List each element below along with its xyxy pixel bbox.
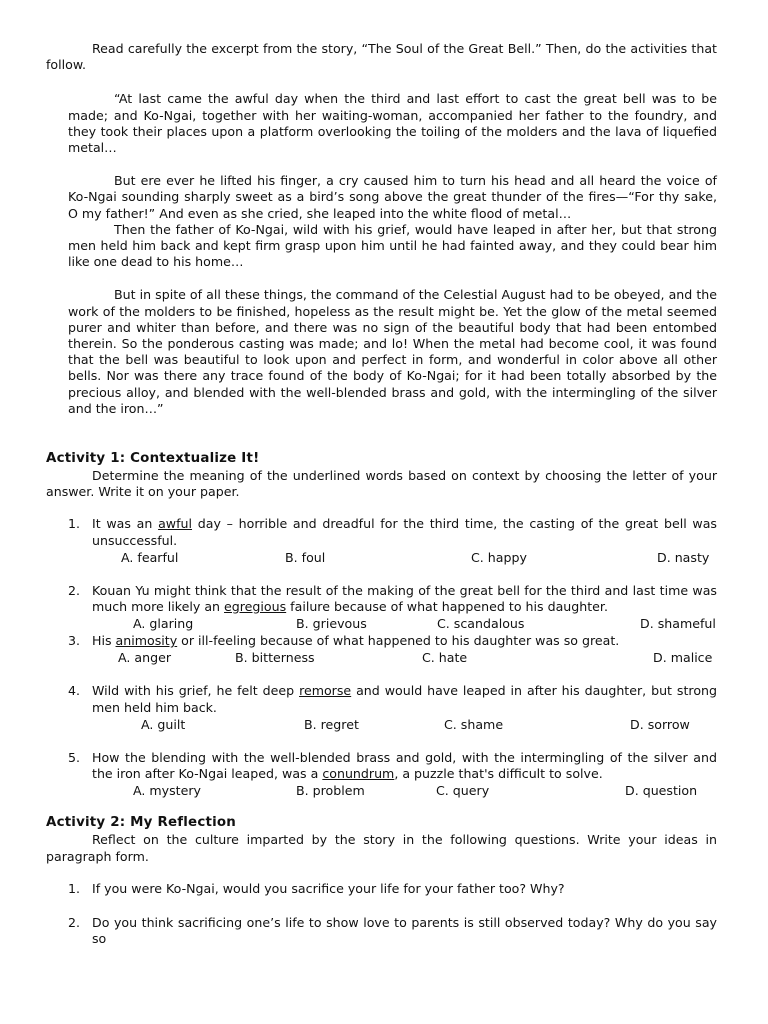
option-b: B. foul [285, 549, 326, 565]
option-d: D. shameful [640, 616, 716, 632]
question-number: 1. [68, 516, 81, 532]
activity2-instructions: Reflect on the culture imparted by the story in the following questions. Write your ideas in paragraph form. [46, 832, 717, 864]
option-c: C. scandalous [437, 616, 525, 632]
excerpt-paragraph: But ere ever he lifted his finger, a cry caused him to turn his head and all heard the voice of Ko-Ngai sounding sharply sweet as a bird’s song above the great thunder of the fires—“For thy sake, O my father!” And even as she cried, she leaped into the white flood of metal… [68, 173, 717, 221]
story-excerpt [68, 91, 717, 417]
option-b: B. regret [304, 716, 359, 732]
option-a: A. guilt [141, 716, 186, 732]
underlined-word: awful [158, 516, 193, 532]
option-b: B. problem [296, 783, 365, 799]
worksheet-page [46, 41, 717, 947]
underlined-word: remorse [299, 683, 352, 699]
underlined-word: egregious [224, 599, 287, 615]
reflection-question: 1. If you were Ko-Ngai, would you sacrifice your life for your father too? Why? [68, 880, 565, 896]
activity2-title: Activity 2: My Reflection [46, 815, 237, 831]
question-number: 1. [68, 880, 81, 896]
excerpt-paragraph: Then the father of Ko-Ngai, wild with his grief, would have leaped in after her, but that strong men held him back and kept firm grasp upon him until he had fainted away, and they could bear him like one dead to his home… [68, 221, 717, 270]
question-number: 3. [68, 633, 81, 649]
question-number: 5. [68, 749, 81, 765]
underlined-word: animosity [115, 633, 178, 649]
question-item: 2. Kouan Yu might think that the result of the making of the great bell for the third and last time was much more likely an egregious failure because of what happened to his daughter. [68, 582, 717, 615]
answer-options [46, 649, 717, 667]
underlined-word: conundrum [322, 766, 395, 782]
activity1-title: Activity 1: Contextualize It! [46, 451, 260, 467]
answer-options [46, 549, 717, 567]
option-b: B. grievous [296, 616, 367, 632]
option-d: D. malice [653, 650, 713, 666]
option-c: C. happy [471, 549, 527, 565]
option-c: C. query [436, 783, 490, 799]
option-d: D. nasty [657, 549, 710, 565]
intro-paragraph: Read carefully the excerpt from the story, “The Soul of the Great Bell.” Then, do the activities that follow. [46, 41, 717, 73]
question-number: 2. [68, 582, 81, 598]
question-item: 5. How the blending with the well-blended brass and gold, with the intermingling of the silver and the iron after Ko-Ngai leaped, was a conundrum, a puzzle that's difficult to solve. [68, 749, 717, 782]
question-number: 4. [68, 683, 81, 699]
option-d: D. question [625, 783, 698, 799]
question-item: 1. It was an awful day – horrible and dreadful for the third time, the casting of the great bell was unsuccessful. [68, 516, 717, 548]
answer-options [46, 615, 717, 633]
question-item: 3. His animosity or ill-feeling because of what happened to his daughter was so great. [68, 633, 620, 649]
option-a: A. glaring [133, 616, 194, 632]
question-number: 2. [68, 914, 81, 930]
question-item: 4. Wild with his grief, he felt deep remorse and would have leaped in after his daughter, but strong men held him back. [68, 683, 717, 715]
answer-options [46, 716, 717, 734]
excerpt-paragraph: “At last came the awful day when the third and last effort to cast the great bell was to be made; and Ko-Ngai, together with her waiting-woman, accompanied her father to the foundry, and they took their places upon a platform overlooking the toiling of the molders and the lava of liquefied metal… [68, 91, 717, 156]
activity1-instructions: Determine the meaning of the underlined words based on context by choosing the letter of your answer. Write it on your paper. [46, 468, 717, 500]
option-a: A. fearful [121, 549, 179, 565]
option-c: C. hate [422, 650, 468, 666]
option-a: A. anger [118, 650, 172, 666]
option-b: B. bitterness [235, 650, 315, 666]
excerpt-paragraph: But in spite of all these things, the command of the Celestial August had to be obeyed, and the work of the molders to be finished, hopeless as the result might be. Yet the glow of the metal seemed purer and whiter than before, and there was no sign of the beautiful body that had been entombed therein. So the ponderous casting was made; and lo! When the metal had become cool, it was found that the bell was beautiful to look upon and perfect in form, and wonderful in color above all other bells. Nor was there any trace found of the body of Ko-Ngai; for it had been totally absorbed by the precious alloy, and blended with the well-blended brass and gold, with the intermingling of the silver and the iron…” [68, 287, 717, 416]
option-d: D. sorrow [630, 716, 690, 732]
answer-options [46, 782, 717, 800]
reflection-question: 2. Do you think sacrificing one’s life to show love to parents is still observed today? Why do you say so [68, 914, 717, 947]
option-c: C. shame [444, 716, 504, 732]
option-a: A. mystery [133, 783, 201, 799]
